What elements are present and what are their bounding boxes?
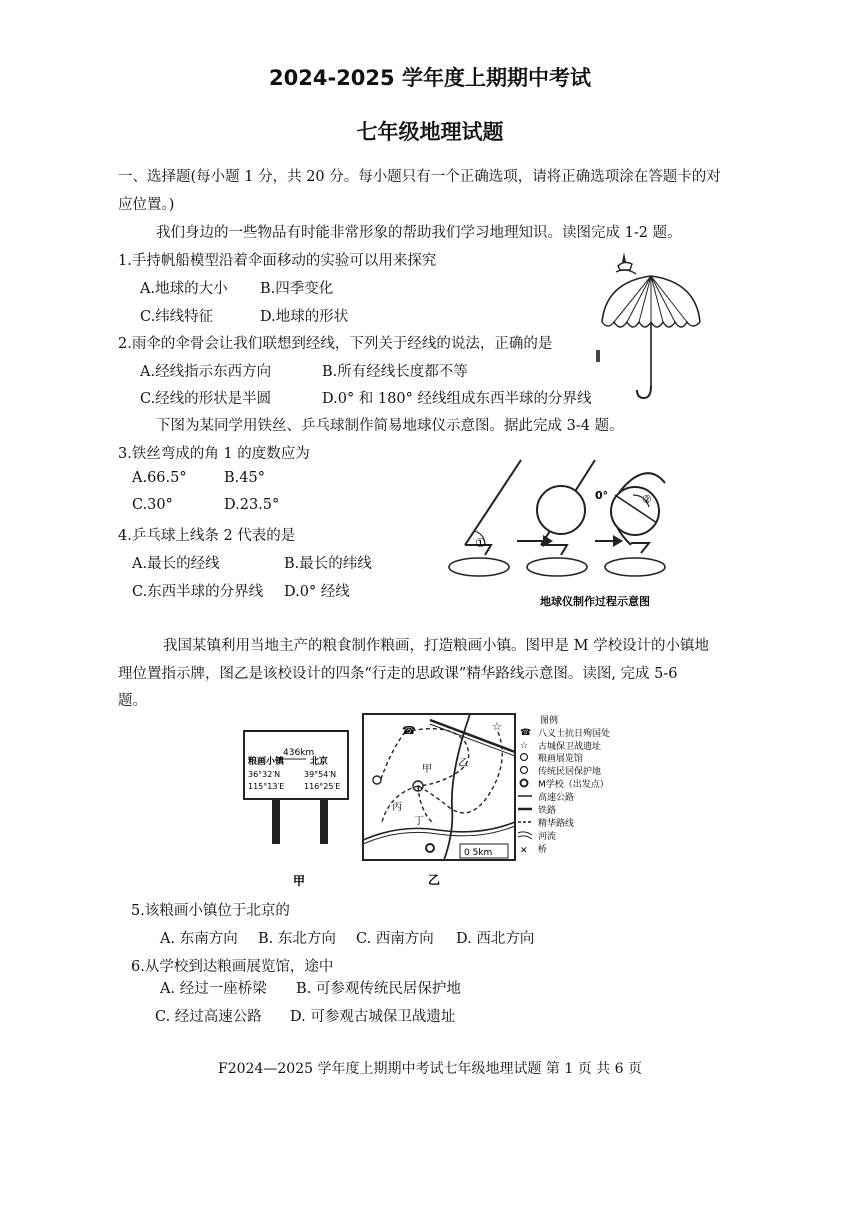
q3-option-c: C.30° bbox=[132, 497, 173, 513]
map-label-bing: 丙 bbox=[392, 802, 402, 813]
q2-stem: 2.雨伞的伞骨会让我们联想到经线，下列关于经线的说法，正确的是 bbox=[118, 336, 553, 352]
q1-option-a: A.地球的大小 bbox=[140, 281, 228, 297]
figure-label-jia: 甲 bbox=[293, 874, 306, 888]
q6-option-b: B. 可参观传统民居保护地 bbox=[296, 981, 461, 997]
sign-right-name: 北京 bbox=[310, 757, 329, 767]
q5-option-a: A. 东南方向 bbox=[160, 931, 238, 947]
legend-title: 图例 bbox=[540, 716, 559, 726]
map-label-ding: 丁 bbox=[414, 816, 424, 827]
sign-left-lon: 115°13′E bbox=[248, 782, 285, 791]
q1-option-b: B.四季变化 bbox=[260, 281, 334, 297]
q6-stem: 6.从学校到达粮画展览馆，途中 bbox=[131, 959, 334, 975]
intro-5-6-line3: 题。 bbox=[118, 693, 147, 709]
q6-option-c: C. 经过高速公路 bbox=[155, 1009, 262, 1025]
q4-stem: 4.乒乓球上线条 2 代表的是 bbox=[118, 528, 296, 544]
q5-option-b: B. 东北方向 bbox=[258, 931, 336, 947]
intro-5-6-line2: 理位置指示牌，图乙是该校设计的四条“行走的思政课”精华路线示意图。读图, 完成 5-6 bbox=[118, 666, 678, 682]
map-label-yi: 乙 bbox=[458, 758, 468, 769]
q1-stem: 1.手持帆船模型沿着伞面移动的实验可以用来探究 bbox=[118, 253, 437, 269]
svg-text:☎: ☎ bbox=[402, 724, 416, 737]
legend-item-7: 铁路 bbox=[538, 806, 557, 816]
globe-caption: 地球仪制作过程示意图 bbox=[540, 595, 650, 608]
svg-text:☆: ☆ bbox=[520, 741, 529, 751]
q3-option-a: A.66.5° bbox=[132, 470, 187, 486]
angle-label-1: ① bbox=[475, 536, 486, 550]
q5-option-d: D. 西北方向 bbox=[456, 931, 535, 947]
line-label-2: ② bbox=[642, 493, 652, 506]
globe-making-figure bbox=[445, 455, 855, 610]
exam-title: 2024-2025 学年度上期期中考试 bbox=[269, 66, 591, 90]
signboard-figure bbox=[238, 725, 358, 890]
svg-text:☆: ☆ bbox=[492, 720, 502, 733]
q2-option-d: D.0° 和 180° 经线组成东西半球的分界线 bbox=[322, 391, 592, 407]
section-heading-line1: 一、选择题(每小题 1 分，共 20 分。每小题只有一个正确选项，请将正确选项涂在答题卡的对 bbox=[118, 169, 721, 185]
sign-left-name: 粮画小镇 bbox=[248, 757, 285, 767]
q5-option-c: C. 西南方向 bbox=[356, 931, 434, 947]
map-label-jia: 甲 bbox=[422, 764, 432, 775]
sign-distance: 436km bbox=[283, 748, 315, 758]
legend-item-5: M学校（出发点） bbox=[538, 780, 609, 790]
legend-item-2: 古城保卫战遗址 bbox=[538, 742, 602, 752]
q5-stem: 5.该粮画小镇位于北京的 bbox=[131, 903, 290, 919]
q3-stem: 3.铁丝弯成的角 1 的度数应为 bbox=[118, 446, 310, 462]
intro-1-2: 我们身边的一些物品有时能非常形象的帮助我们学习地理知识。读图完成 1-2 题。 bbox=[156, 225, 682, 241]
q2-option-c: C.经线的形状是半圆 bbox=[140, 391, 272, 407]
legend-item-4: 传统民居保护地 bbox=[538, 767, 602, 777]
q1-option-c: C.纬线特征 bbox=[140, 309, 214, 325]
legend-item-9: 河流 bbox=[538, 832, 557, 842]
sign-right-lat: 39°54′N bbox=[304, 770, 337, 779]
svg-text:☎: ☎ bbox=[520, 728, 532, 738]
svg-text:✕: ✕ bbox=[520, 846, 528, 856]
intro-3-4: 下图为某同学用铁丝、乒乓球制作简易地球仪示意图。据此完成 3-4 题。 bbox=[156, 418, 624, 434]
q4-option-d: D.0° 经线 bbox=[284, 584, 350, 600]
page-footer: F2024—2025 学年度上期期中考试七年级地理试题 第 1 页 共 6 页 bbox=[218, 1061, 642, 1077]
q1-option-d: D.地球的形状 bbox=[260, 309, 349, 325]
q3-option-b: B.45° bbox=[224, 470, 265, 486]
q4-option-a: A.最长的经线 bbox=[132, 556, 220, 572]
legend-item-6: 高速公路 bbox=[538, 793, 575, 803]
umbrella-figure bbox=[596, 252, 706, 404]
section-heading-line2: 应位置。) bbox=[118, 197, 175, 213]
q3-option-d: D.23.5° bbox=[224, 497, 280, 513]
q6-option-a: A. 经过一座桥梁 bbox=[160, 981, 267, 997]
q4-option-c: C.东西半球的分界线 bbox=[132, 584, 264, 600]
map-scale: 0 5km bbox=[464, 848, 493, 858]
sign-left-lat: 36°32′N bbox=[248, 770, 281, 779]
legend-item-8: 精华路线 bbox=[538, 819, 575, 829]
exam-subtitle: 七年级地理试题 bbox=[356, 120, 504, 144]
sign-right-lon: 116°25′E bbox=[304, 782, 341, 791]
legend-item-3: 粮画展览馆 bbox=[538, 754, 584, 764]
figure-label-yi: 乙 bbox=[428, 873, 441, 887]
intro-5-6-line1: 我国某镇利用当地主产的粮食制作粮画，打造粮画小镇。图甲是 M 学校设计的小镇地 bbox=[163, 638, 710, 654]
q2-option-a: A.经线指示东西方向 bbox=[140, 364, 272, 380]
route-map-figure bbox=[360, 712, 620, 888]
zero-degree-label: 0° bbox=[595, 489, 609, 502]
legend-item-10: 桥 bbox=[538, 845, 548, 855]
q4-option-b: B.最长的纬线 bbox=[284, 556, 372, 572]
legend-item-1: 八义士抗日殉国处 bbox=[538, 729, 611, 739]
q2-option-b: B.所有经线长度都不等 bbox=[322, 364, 468, 380]
q6-option-d: D. 可参观古城保卫战遗址 bbox=[290, 1009, 456, 1025]
